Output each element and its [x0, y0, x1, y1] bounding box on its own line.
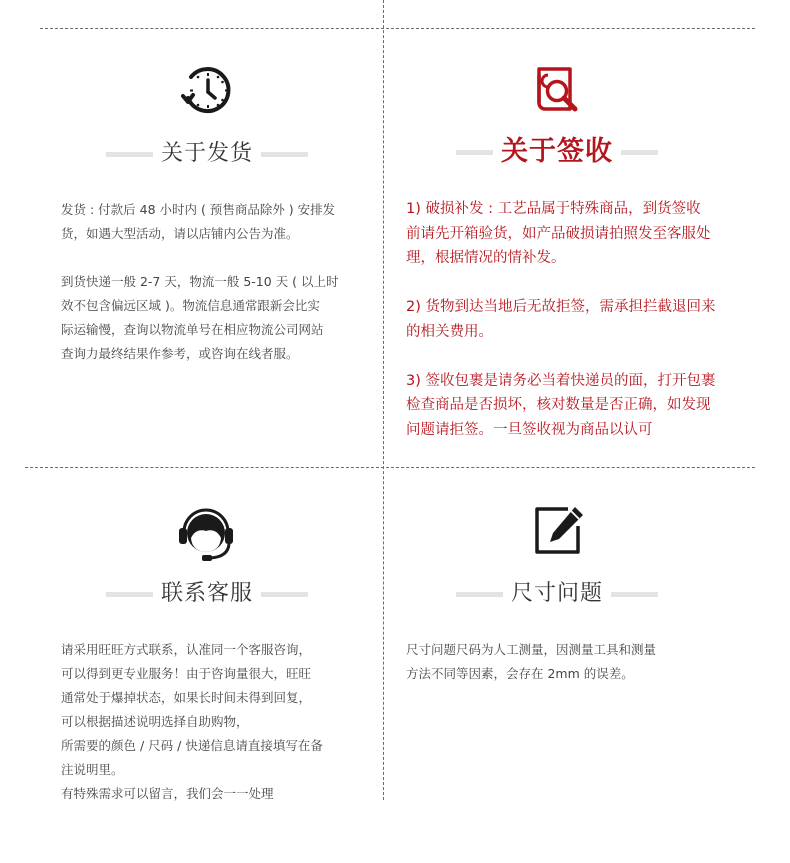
size-line: 方法不同等因素，会存在 2mm 的误差。 — [406, 666, 634, 681]
receipt-text — [406, 197, 776, 442]
shipping-title: 关于发货 — [153, 138, 261, 170]
size-line: 尺寸问题尺码为人工测量，因测量工具和测量 — [406, 642, 657, 657]
shipping-line: 效不包含偏远区域 )。物流信息通常跟新会比实 — [61, 298, 320, 313]
service-line: 通常处于爆掉状态，如果长时间未得到回复， — [61, 690, 312, 705]
service-line: 请采用旺旺方式联系，认准同一个客服咨询， — [61, 642, 312, 657]
service-line: 有特殊需求可以留言，我们会一一处理 — [61, 786, 274, 801]
receipt-line: 检查商品是否损坏，核对数量是否正确，如发现 — [406, 397, 711, 413]
size-text — [406, 638, 766, 686]
middle-divider — [25, 467, 755, 468]
edit-pencil-icon — [528, 502, 588, 562]
service-line: 所需要的颜色 / 尺码 / 快递信息请直接填写在备 — [61, 738, 323, 753]
center-divider — [383, 0, 384, 800]
document-search-icon — [528, 63, 588, 123]
customer-service-headset-icon — [176, 504, 236, 564]
receipt-heading — [456, 136, 658, 168]
service-line: 可以得到更专业服务！由于咨询量很大，旺旺 — [61, 666, 312, 681]
shipping-line: 际运输慢，查询以物流单号在相应物流公司网站 — [61, 322, 324, 337]
receipt-line: 理，根据情况的情补发。 — [406, 250, 566, 266]
service-line: 可以根据描述说明选择自助购物， — [61, 714, 249, 729]
receipt-title: 关于签收 — [493, 136, 621, 168]
receipt-line: 2) 货物到达当地后无故拒签，需承担拦截退回来 — [406, 299, 716, 315]
receipt-line: 1) 破损补发 : 工艺品属于特殊商品，到货签收 — [406, 201, 701, 217]
top-divider — [40, 28, 755, 29]
shipping-line: 到货快递一般 2-7 天，物流一般 5-10 天 ( 以上时 — [61, 274, 339, 289]
receipt-line: 前请先开箱验货，如产品破损请拍照发至客服处 — [406, 225, 711, 242]
receipt-line: 问题请拒签。一旦签收视为商品以认可 — [406, 421, 653, 438]
receipt-line: 3) 签收包裹是请务必当着快递员的面，打开包裹 — [406, 372, 716, 389]
shipping-line: 货，如遇大型活动，请以店铺内公告为准。 — [61, 226, 299, 241]
service-title: 联系客服 — [153, 578, 261, 610]
size-title: 尺寸问题 — [503, 578, 611, 610]
service-heading — [106, 578, 308, 610]
service-line: 注说明里。 — [61, 762, 124, 777]
receipt-line: 的相关费用。 — [406, 323, 493, 340]
shipping-text — [61, 198, 371, 366]
service-text — [61, 638, 371, 806]
shipping-line: 发货 : 付款后 48 小时内 ( 预售商品除外 ) 安排发 — [61, 202, 336, 217]
shipping-line: 查询力最终结果作参考，或咨询在线者服。 — [61, 346, 299, 361]
clock-icon — [178, 62, 238, 122]
size-heading — [456, 578, 658, 610]
shipping-heading — [106, 138, 308, 170]
